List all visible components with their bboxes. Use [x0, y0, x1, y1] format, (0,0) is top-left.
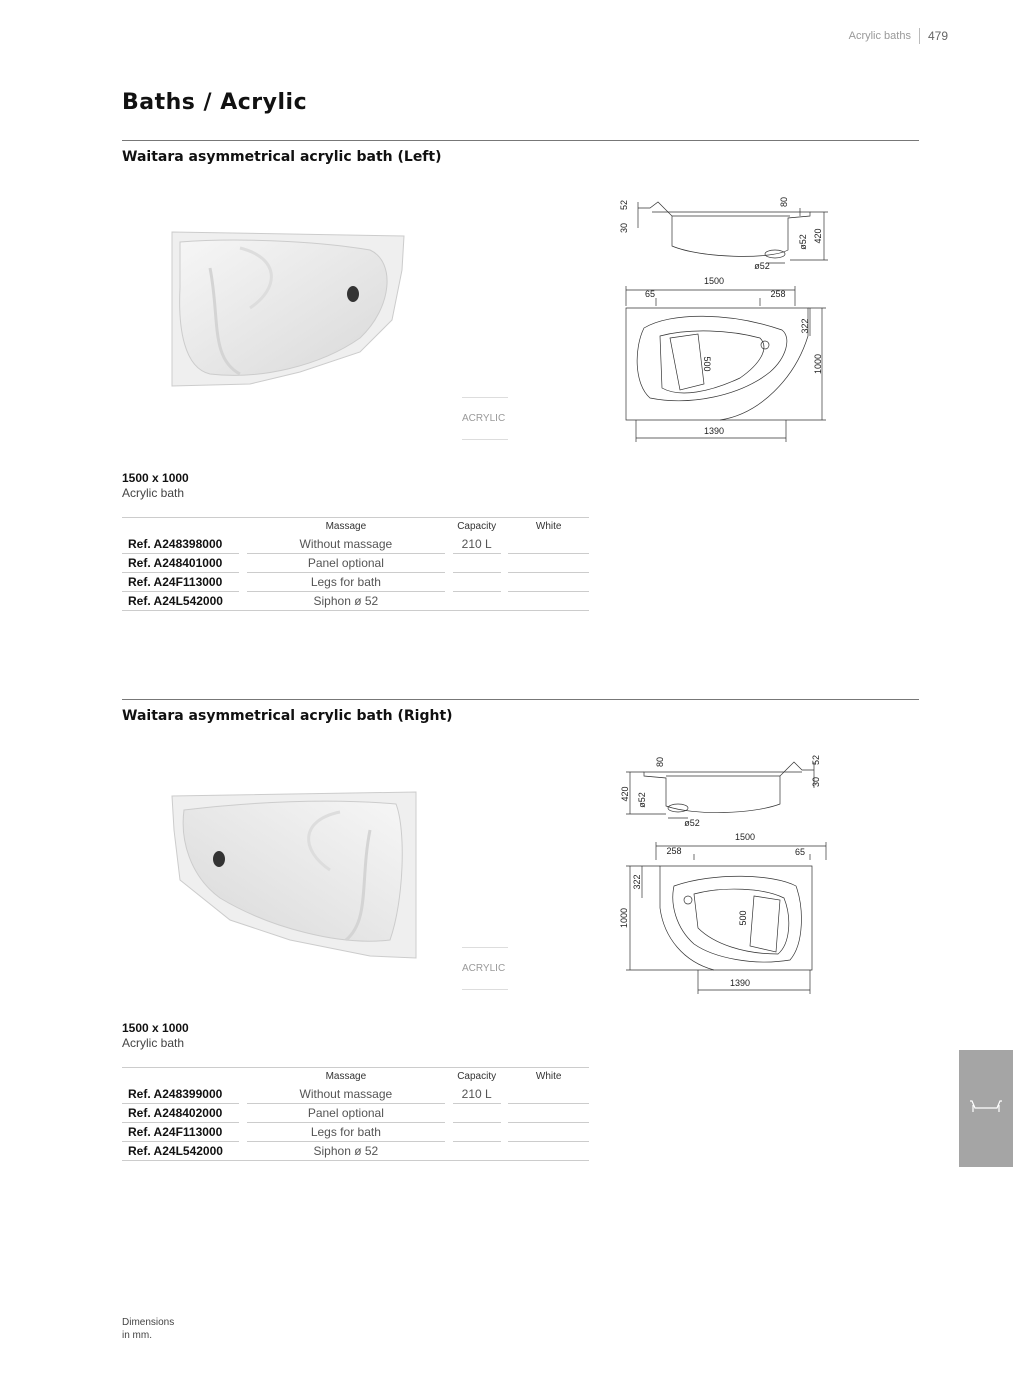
- footnote-line: Dimensions: [122, 1317, 175, 1328]
- desc-cell: Legs for bath: [247, 1123, 445, 1142]
- table-row: [122, 592, 589, 611]
- table-row: [122, 1123, 589, 1142]
- dim-1390: 1390: [729, 978, 751, 988]
- product-size: 1500 x 1000: [122, 471, 189, 485]
- product-photo-left: [170, 228, 410, 390]
- desc-cell: Without massage: [247, 535, 445, 554]
- ref-cell: Ref. A24L542000: [122, 1142, 239, 1161]
- col-capacity: Capacity: [453, 518, 501, 536]
- col-massage: Massage: [247, 518, 445, 536]
- table-row: [122, 1085, 589, 1104]
- dim-80: 80: [779, 196, 789, 208]
- desc-cell: Without massage: [247, 1085, 445, 1104]
- desc-cell: Panel optional: [247, 1104, 445, 1123]
- dim-30: 30: [811, 776, 821, 788]
- ref-cell: Ref. A248401000: [122, 554, 239, 573]
- table-row: [122, 1142, 589, 1161]
- material-text: ACRYLIC: [462, 963, 506, 974]
- material-label: [462, 397, 508, 440]
- capacity-cell: [453, 573, 501, 592]
- dim-500: 500: [702, 356, 712, 372]
- table-row: [122, 1104, 589, 1123]
- running-header: [849, 28, 948, 44]
- ref-cell: Ref. A24F113000: [122, 573, 239, 592]
- dim-322: 322: [632, 874, 642, 890]
- dim-phi52: ø52: [684, 818, 700, 828]
- section-side-tab[interactable]: [959, 1050, 1013, 1167]
- ref-cell: Ref. A24L542000: [122, 592, 239, 611]
- ref-cell: Ref. A248399000: [122, 1085, 239, 1104]
- white-cell: [508, 554, 589, 573]
- product-title: Waitara asymmetrical acrylic bath (Left): [122, 149, 442, 165]
- dim-phi52: ø52: [754, 261, 770, 271]
- dim-52: 52: [811, 754, 821, 766]
- desc-cell: Siphon ø 52: [247, 1142, 445, 1161]
- header-divider: [919, 28, 920, 44]
- dim-30: 30: [619, 222, 629, 234]
- bathtub-icon: [959, 1050, 1013, 1167]
- white-cell: [508, 1123, 589, 1142]
- capacity-cell: 210 L: [453, 535, 501, 554]
- dim-1500: 1500: [703, 276, 725, 286]
- dim-phi52-side: ø52: [798, 234, 808, 250]
- page-number: 479: [927, 29, 948, 43]
- ref-cell: Ref. A24F113000: [122, 1123, 239, 1142]
- dim-65: 65: [794, 847, 806, 857]
- col-white: White: [508, 518, 589, 536]
- product-size: 1500 x 1000: [122, 1021, 189, 1035]
- col-capacity: Capacity: [453, 1068, 501, 1086]
- technical-drawing-right: [614, 748, 834, 1000]
- white-cell: [508, 1085, 589, 1104]
- spec-table: [122, 517, 589, 611]
- table-row: [122, 535, 589, 554]
- dim-258: 258: [666, 846, 682, 856]
- ref-cell: Ref. A248402000: [122, 1104, 239, 1123]
- dim-500: 500: [738, 910, 748, 926]
- col-white: White: [508, 1068, 589, 1086]
- product-photo-right: [170, 790, 418, 960]
- section-divider: [122, 140, 919, 141]
- dim-258: 258: [770, 289, 786, 299]
- dim-420: 420: [813, 228, 823, 244]
- table-row: [122, 554, 589, 573]
- spec-table: [122, 1067, 589, 1161]
- table-header-row: [122, 1068, 589, 1086]
- white-cell: [508, 1142, 589, 1161]
- table-header-row: [122, 518, 589, 536]
- capacity-cell: [453, 1123, 501, 1142]
- white-cell: [508, 573, 589, 592]
- dim-65: 65: [644, 289, 656, 299]
- page-title: Baths / Acrylic: [122, 90, 308, 115]
- capacity-cell: [453, 1142, 501, 1161]
- desc-cell: Legs for bath: [247, 573, 445, 592]
- dim-1390: 1390: [703, 426, 725, 436]
- desc-cell: Panel optional: [247, 554, 445, 573]
- dim-52: 52: [619, 200, 629, 211]
- ref-cell: Ref. A248398000: [122, 535, 239, 554]
- capacity-cell: [453, 592, 501, 611]
- product-title: Waitara asymmetrical acrylic bath (Right): [122, 708, 453, 724]
- technical-drawing-left: [610, 188, 830, 448]
- white-cell: [508, 592, 589, 611]
- dim-1000: 1000: [813, 353, 823, 375]
- product-type: Acrylic bath: [122, 486, 185, 500]
- dim-phi52-side: ø52: [637, 792, 647, 808]
- dimensions-note: [122, 1316, 174, 1342]
- product-type: Acrylic bath: [122, 1036, 185, 1050]
- desc-cell: Siphon ø 52: [247, 592, 445, 611]
- capacity-cell: 210 L: [453, 1085, 501, 1104]
- material-label: [462, 947, 508, 990]
- white-cell: [508, 1104, 589, 1123]
- section-divider: [122, 699, 919, 700]
- material-text: ACRYLIC: [462, 413, 506, 424]
- table-row: [122, 573, 589, 592]
- capacity-cell: [453, 554, 501, 573]
- footnote-line: in mm.: [122, 1330, 152, 1341]
- dim-1500: 1500: [734, 832, 756, 842]
- dim-80: 80: [655, 756, 665, 768]
- capacity-cell: [453, 1104, 501, 1123]
- white-cell: [508, 535, 589, 554]
- header-section: Acrylic baths: [848, 30, 911, 42]
- dim-322: 322: [800, 318, 810, 334]
- col-massage: Massage: [247, 1068, 445, 1086]
- dim-1000: 1000: [619, 907, 629, 929]
- dim-420: 420: [620, 786, 630, 802]
